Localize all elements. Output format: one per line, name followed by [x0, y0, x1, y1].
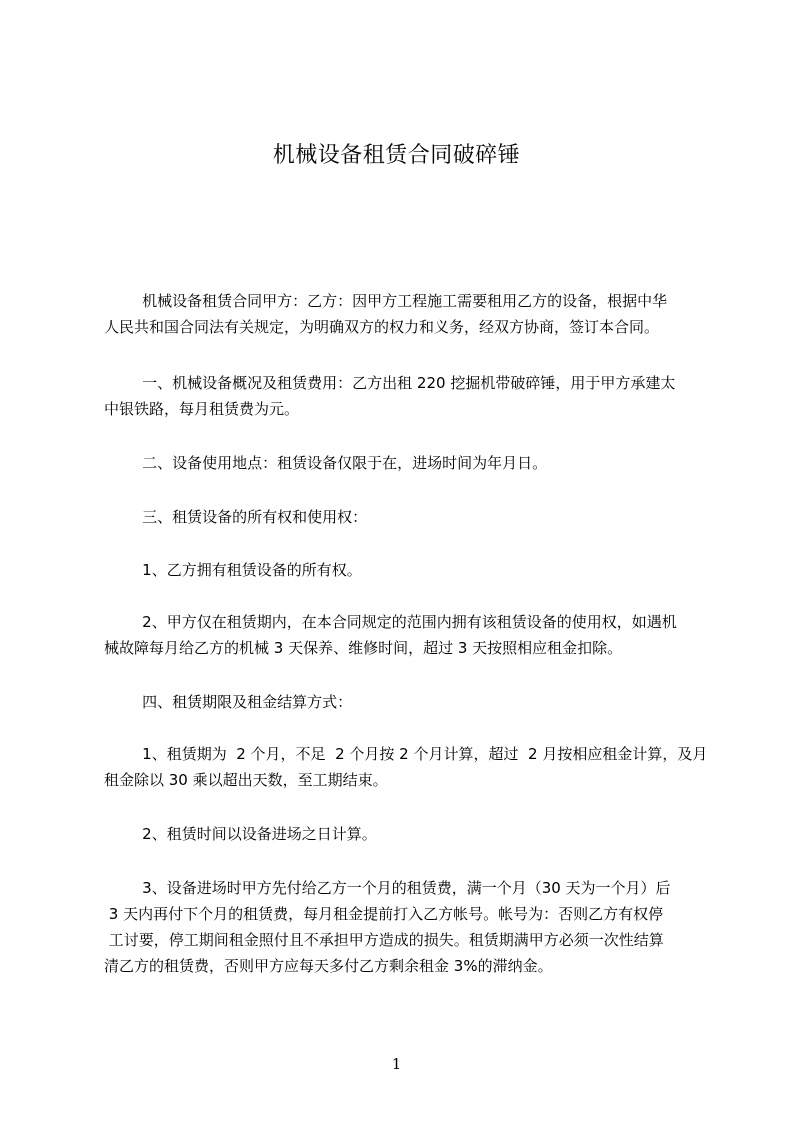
paragraph-section-4 — [104, 689, 712, 715]
paragraph-line: 中银铁路，每月租赁费为元。 — [104, 400, 300, 418]
paragraph-line: 一、机械设备概况及租赁费用：乙方出租 220 挖掘机带破碎锤，用于甲方承建太 — [104, 374, 676, 392]
paragraph-line: 四、租赁期限及租金结算方式： — [104, 693, 353, 711]
paragraph-line: 二、设备使用地点：租赁设备仅限于在，进场时间为年月日。 — [104, 454, 548, 472]
paragraph-section-4-1 — [104, 741, 712, 793]
paragraph-line: 三、租赁设备的所有权和使用权： — [104, 508, 368, 526]
paragraph-section-3 — [104, 504, 712, 530]
paragraph-intro — [104, 288, 712, 340]
paragraph-line: 2、甲方仅在租赁期内，在本合同规定的范围内拥有该租赁设备的使用权，如遇机 — [104, 613, 677, 631]
paragraph-line: 清乙方的租赁费，否则甲方应每天多付乙方剩余租金 3%的滞纳金。 — [104, 957, 553, 975]
paragraph-section-4-3 — [104, 875, 712, 979]
paragraph-section-2 — [104, 450, 712, 476]
paragraph-line: 3、设备进场时甲方先付给乙方一个月的租赁费，满一个月（30 天为一个月）后 — [104, 879, 671, 897]
document-title: 机械设备租赁合同破碎锤 — [272, 143, 521, 168]
paragraph-line: 人民共和国合同法有关规定，为明确双方的权力和义务，经双方协商，签订本合同。 — [104, 318, 660, 336]
paragraph-line: 3 天内再付下个月的租赁费，每月租金提前打入乙方帐号。帐号为：否则乙方有权停 — [104, 905, 664, 923]
paragraph-section-3-1 — [104, 557, 712, 583]
paragraph-line: 工讨要，停工期间租金照付且不承担甲方造成的损失。租赁期满甲方必须一次性结算 — [104, 931, 664, 949]
paragraph-line: 1、租赁期为 2 个月，不足 2 个月按 2 个月计算，超过 2 月按相应租金计算，及月 — [104, 745, 708, 763]
page-number: 1 — [391, 1055, 402, 1073]
paragraph-section-3-2 — [104, 609, 712, 661]
paragraph-line: 2、租赁时间以设备进场之日计算。 — [104, 825, 377, 843]
paragraph-line: 械故障每月给乙方的机械 3 天保养、维修时间，超过 3 天按照相应租金扣除。 — [104, 639, 623, 657]
paragraph-line: 1、乙方拥有租赁设备的所有权。 — [104, 561, 362, 579]
paragraph-line: 租金除以 30 乘以超出天数，至工期结束。 — [104, 771, 388, 789]
paragraph-section-1 — [104, 370, 712, 422]
paragraph-section-4-2 — [104, 821, 712, 847]
paragraph-line: 机械设备租赁合同甲方：乙方：因甲方工程施工需要租用乙方的设备，根据中华 — [104, 292, 668, 310]
